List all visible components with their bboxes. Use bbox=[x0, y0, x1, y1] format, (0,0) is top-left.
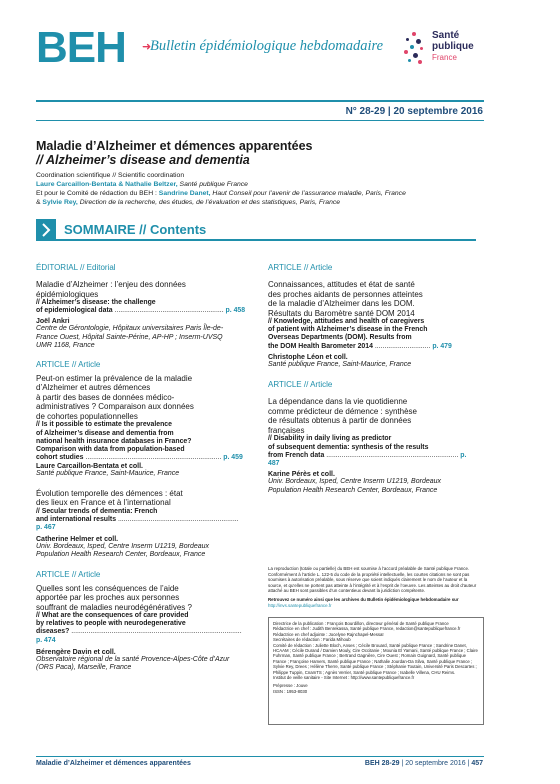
chevron-right-icon bbox=[36, 219, 56, 241]
toc-section: ARTICLE // Article bbox=[36, 569, 101, 579]
credit-line: France ; Françoise Hamers, Santé publique France ; Nathalie Jourdan-Da Silva, Santé publique France ; bbox=[273, 658, 473, 664]
sante-publique-logo bbox=[402, 30, 502, 74]
title-line: Résultats du Baromètre santé DOM 2014 bbox=[268, 308, 415, 318]
third-line bbox=[36, 198, 340, 207]
credit-line: Directrice de la publication : François Bourdillon, directeur général de Santé publique France bbox=[273, 621, 449, 626]
affil-line: (ORS Paca), Marseille, France bbox=[36, 664, 132, 672]
title-en-line: from French data bbox=[268, 451, 325, 459]
affil-line: Observatoire régional de la santé Provence-Alpes-Côte d’Azur bbox=[36, 655, 230, 663]
third-affil: Direction de la recherche, des études, de l’évaluation et des statistiques, Paris, France bbox=[77, 199, 341, 206]
sp-logo-line1: Santé bbox=[432, 30, 460, 41]
page-ref[interactable]: p. 479 bbox=[432, 342, 452, 350]
title-en-line: of epidemiological data bbox=[36, 307, 113, 315]
title-line: de cohortes populationnelles bbox=[36, 411, 138, 421]
title-line: Maladie d’Alzheimer : l’enjeu des données bbox=[36, 280, 186, 289]
toc-item-title[interactable] bbox=[36, 280, 246, 299]
affil-line: Population Health Research Center, Bordeaux, France bbox=[36, 551, 206, 559]
legal-line: Conformément à l’article L. 122-5 du code de la propriété intellectuelle, les courtes citations ne sont pas bbox=[268, 571, 470, 577]
title-line: de la maladie d’Alzheimer dans les DOM. bbox=[268, 299, 415, 308]
page-ref[interactable]: p. 474 bbox=[36, 636, 56, 644]
affil-line: Univ. Bordeaux, Isped, Centre Inserm U1219, Bordeaux bbox=[36, 542, 210, 550]
credit-line: Institut de veille sanitaire - Site Internet : http://www.santepubliquefrance.fr bbox=[273, 675, 415, 681]
toc-item-title[interactable] bbox=[36, 374, 246, 422]
title-en-line: diseases? bbox=[36, 628, 70, 636]
title-en-line: // Secular trends of dementia: French bbox=[36, 507, 158, 515]
third-name: Sylvie Rey, bbox=[42, 199, 78, 206]
title-line: des proches aidants de personnes atteintes bbox=[268, 289, 423, 299]
credits-box bbox=[268, 617, 484, 725]
issue-rule bbox=[36, 120, 484, 121]
credit-line: ISSN : 1953-8030 bbox=[273, 688, 308, 694]
toc-item-title[interactable] bbox=[36, 584, 246, 613]
toc-affil bbox=[36, 325, 246, 351]
third-prefix: & bbox=[36, 199, 43, 206]
sommaire-bar bbox=[36, 219, 476, 241]
legal-line: attaché au BEH sont passibles d’un contentieux devant la juridiction compétente. bbox=[268, 588, 426, 594]
toc-affil bbox=[268, 361, 478, 370]
toc-item-title-en bbox=[36, 508, 246, 533]
title-en-line: and international results bbox=[36, 516, 117, 524]
title-line: souffrant de maladies neurodégénératives ? bbox=[36, 602, 192, 612]
page-ref[interactable]: p. 487 bbox=[268, 451, 467, 467]
beh-logo: BEH bbox=[36, 23, 126, 72]
title-line: Peut-on estimer la prévalence de la maladie bbox=[36, 373, 193, 383]
title-line: administratives ? Comparaison aux données bbox=[36, 402, 194, 412]
toc-item-title-en bbox=[36, 421, 246, 462]
legal-line: La reproduction (totale ou partielle) du BEH est soumise à l’accord préalable de Santé publique France. bbox=[268, 566, 470, 571]
affil-line: Univ. Bordeaux, Isped, Centre Inserm U1219, Bordeaux bbox=[268, 478, 442, 486]
toc-item-title-en bbox=[268, 318, 478, 351]
title-en-line: of subsequent dementia: synthesis of the results bbox=[268, 443, 429, 451]
sp-logo-line2: publique bbox=[432, 41, 474, 52]
sommaire-label: SOMMAIRE // Contents bbox=[64, 222, 207, 237]
credit-line: HCAAM ; Cécile Durand / Damien Mouly, Cire Occitanie ; Mounia El Yamani, Santé publique France ; Claire bbox=[273, 648, 478, 654]
title-line: Quelles sont les conséquences de l’aide bbox=[36, 583, 179, 593]
affil-line: Santé publique France, Saint-Maurice, France bbox=[268, 360, 412, 368]
toc-author: Catherine Helmer et coll. bbox=[36, 535, 119, 543]
title-en-line: of patient with Alzheimer’s disease in the French bbox=[268, 326, 428, 334]
title-line: des lieux en France et à l’international bbox=[36, 498, 171, 508]
leader-dots: ......................................................... bbox=[114, 307, 224, 315]
legal-line: soumises à autorisation préalable, sous réserve que soient indiqués clairement le nom de l’auteur et la bbox=[268, 577, 468, 583]
title-line: Connaissances, attitudes et état de santé bbox=[268, 280, 415, 289]
title-en-line: national health insurance databases in France? bbox=[36, 437, 192, 445]
title-en-line: // Is it possible to estimate the prevalence bbox=[36, 421, 172, 429]
toc-author: Karine Pérès et coll. bbox=[268, 471, 335, 479]
toc-item-title-en bbox=[36, 612, 246, 645]
committee-name: Sandrine Danet, bbox=[158, 190, 211, 197]
arrow-icon: ➜ bbox=[142, 41, 152, 53]
title-line: La dépendance dans la vie quotidienne bbox=[268, 397, 408, 407]
issue-title: Maladie d’Alzheimer et démences apparentées bbox=[36, 139, 313, 153]
toc-section: ARTICLE // Article bbox=[36, 359, 101, 369]
title-en-line: of Alzheimer’s disease and dementia from bbox=[36, 429, 174, 437]
toc-author: Bérengère Davin et coll. bbox=[36, 648, 116, 656]
credit-line: Sylvie Rey, Drees ; Hélène Therre, Santé publique France ; Stéphanie Toutain, Université Paris Descartes ; bbox=[273, 664, 477, 670]
title-en-line: the DOM Health Barometer 2014 bbox=[268, 342, 373, 350]
page-ref[interactable]: p. 458 bbox=[225, 307, 246, 315]
toc-author: Christophe Léon et coll. bbox=[268, 353, 348, 361]
leader-dots: ......................................................................................... bbox=[71, 628, 242, 636]
coordination-label: Coordination scientifique // Scientific coordination bbox=[36, 172, 185, 179]
archives-link[interactable]: http://invs.santepubliquefrance.fr bbox=[268, 602, 332, 608]
toc-item-title[interactable] bbox=[268, 397, 478, 435]
toc-item-title-en bbox=[268, 435, 478, 468]
title-en-line: // What are the consequences of care provided bbox=[36, 612, 189, 620]
leader-dots: ............................................................... bbox=[117, 516, 239, 524]
committee-prefix: Et pour le Comité de rédaction du BEH : bbox=[36, 190, 159, 197]
toc-section: ARTICLE // Article bbox=[268, 380, 333, 390]
footer-title: Maladie d’Alzheimer et démences apparentées bbox=[36, 760, 191, 767]
title-line: comme prédicteur de démence : synthèse bbox=[268, 406, 417, 416]
issue-title-en: // Alzheimer’s disease and dementia bbox=[36, 153, 250, 167]
toc-affil bbox=[36, 470, 246, 479]
coordinators-affil: Santé publique France bbox=[177, 181, 248, 188]
affil-line: Centre de Gérontologie, Hôpitaux universitaires Paris Île-de- bbox=[36, 325, 224, 333]
credit-line: Philippe Tuppin, CnamTS ; Agnès Verrier, Santé publique France ; Isabelle Villena, CHU Reims. bbox=[273, 669, 456, 675]
archives-line: Retrouvez ce numéro ainsi que les archives du Bulletin épidémiologique hebdomadaire sur bbox=[268, 596, 459, 602]
credit-line: Rédactrice en chef : Judith Benrekassa, Santé publique France, redaction@santepubliquefrance.fr bbox=[273, 626, 461, 632]
toc-item-title-en bbox=[36, 299, 246, 315]
affil-line: UMR 1168, France bbox=[36, 342, 95, 350]
title-line: françaises bbox=[268, 425, 305, 435]
footer-rule bbox=[36, 756, 484, 757]
toc-item-title[interactable] bbox=[36, 489, 246, 508]
leader-dots: ..................................................................... bbox=[326, 451, 459, 459]
title-en-line: cohort studies bbox=[36, 454, 84, 462]
journal-subtitle: Bulletin épidémiologique hebdomadaire bbox=[150, 38, 384, 54]
coordination-names bbox=[36, 180, 248, 189]
title-en-line: // Disability in daily living as predictor bbox=[268, 435, 392, 443]
header-rule bbox=[36, 100, 484, 102]
credit-line: Comité de rédaction : Juliette Bloch, Anses ; Cécile Brouard, Santé publique France ; Sandrine Danet, bbox=[273, 642, 467, 648]
title-en-line: Overseas Departments (DOM). Results from bbox=[268, 334, 412, 342]
toc-author: Joël Ankri bbox=[36, 318, 70, 326]
footer-issue-number: BEH 28-29 bbox=[364, 760, 400, 767]
footer-issue bbox=[365, 760, 483, 767]
footer-date: | 20 septembre 2016 | bbox=[399, 760, 472, 767]
page-ref[interactable]: p. 467 bbox=[36, 524, 56, 532]
toc-left-column bbox=[36, 263, 246, 673]
title-line: d’Alzheimer et autres démences bbox=[36, 383, 151, 393]
title-line: Évolution temporelle des démences : état bbox=[36, 488, 183, 498]
committee-line bbox=[36, 189, 406, 198]
affil-line: Population Health Research Center, Bordeaux, France bbox=[268, 486, 438, 494]
legal-line: source, et qu’elles ne portent pas atteinte à l’intégrité et à l’esprit de l’oeuvre. Les atteintes au droit d’auteur bbox=[268, 582, 477, 588]
toc-right-column bbox=[268, 263, 478, 495]
toc-section: ÉDITORIAL // Editorial bbox=[36, 263, 116, 272]
leader-dots: ....................................................................... bbox=[85, 454, 222, 462]
sp-logo-line3: France bbox=[432, 53, 457, 62]
toc-author: Laure Carcaillon-Bentata et coll. bbox=[36, 463, 143, 471]
title-line: à partir des bases de données médico- bbox=[36, 392, 175, 402]
coordinators: Laure Carcaillon-Bentata & Nathalie Beltzer, bbox=[36, 181, 178, 188]
title-line: de résultats obtenus à partir de données bbox=[268, 416, 412, 426]
footer-page-number: 457 bbox=[471, 760, 483, 767]
page-ref[interactable]: p. 459 bbox=[223, 454, 243, 462]
title-en-line: // Alzheimer’s disease: the challenge bbox=[36, 299, 156, 306]
title-en-line: Comparison with data from population-based bbox=[36, 446, 185, 454]
credit-line: Prépresse : Jouve bbox=[273, 683, 308, 689]
title-line: apportée par les proches aux personnes bbox=[36, 593, 180, 603]
leader-dots: ............................. bbox=[374, 342, 431, 350]
issue-number: N° 28-29 | 20 septembre 2016 bbox=[345, 106, 483, 117]
toc-affil bbox=[36, 543, 246, 560]
sante-publique-dots-icon bbox=[402, 30, 428, 70]
toc-item-title[interactable] bbox=[268, 280, 478, 318]
affil-line: Santé publique France, Saint-Maurice, France bbox=[36, 470, 180, 478]
toc-section: ARTICLE // Article bbox=[268, 263, 333, 272]
credit-line: Fuhrman, Santé publique France ; Bertrand Gagnière, Cire Ouest ; Romain Guignard, Santé publique bbox=[273, 653, 466, 659]
credit-line: Secrétaires de rédaction : Farida Mihoub bbox=[273, 637, 351, 643]
credit-line: Rédactrice en chef adjointe : Jocelyne Rajnchapel-Messaï bbox=[273, 631, 384, 637]
title-line: épidémiologiques bbox=[36, 289, 99, 299]
legal-notice bbox=[268, 566, 484, 608]
affil-line: France Ouest, Hôpital Sainte-Périne, AP-HP ; Inserm-UVSQ bbox=[36, 333, 223, 341]
committee-affil: Haut Conseil pour l’avenir de l’assurance maladie, Paris, France bbox=[210, 190, 406, 197]
toc-affil bbox=[268, 478, 478, 495]
toc-affil bbox=[36, 656, 246, 673]
title-en-line: // Knowledge, attitudes and health of caregivers bbox=[268, 318, 425, 325]
title-en-line: by relatives to people with neurodegenerative bbox=[36, 620, 186, 628]
